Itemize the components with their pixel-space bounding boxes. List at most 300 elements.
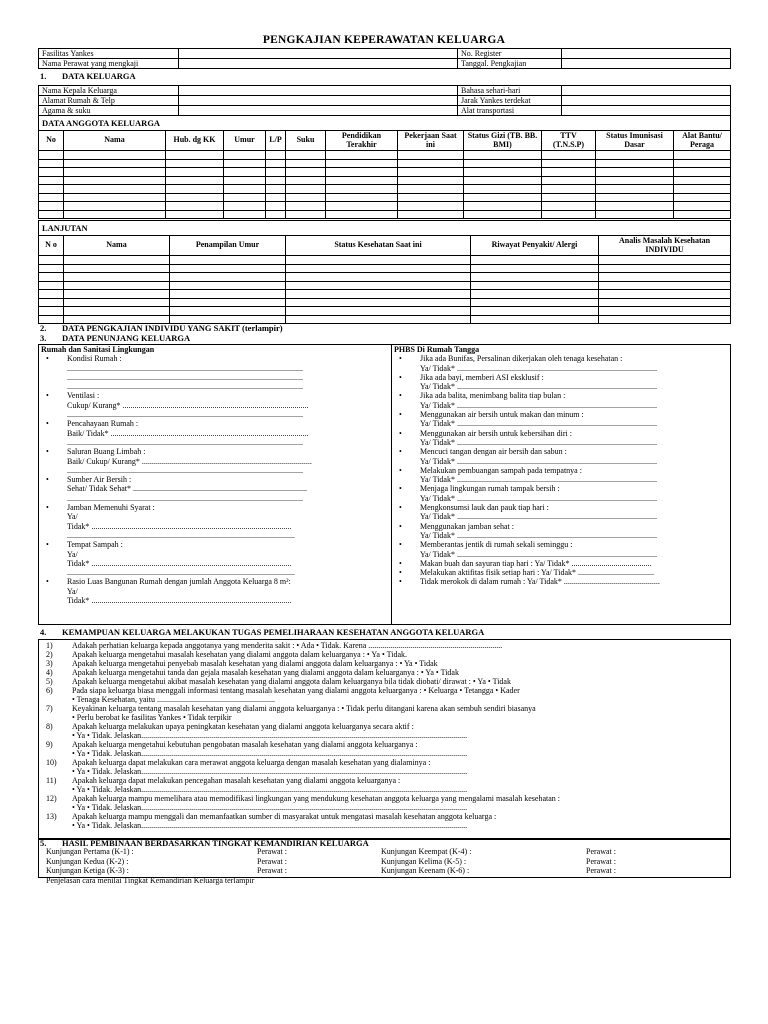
question-text: Apakah keluarga mengetahui akibat masalah kesehatan yang dialami anggota dalam keluarganya bila tidak diobati/ dirawat : • Ya • Tidak [72, 677, 511, 686]
member-cell[interactable] [166, 193, 224, 202]
phbs-line [394, 494, 728, 503]
member-row [39, 151, 731, 160]
question-number: 1) [46, 641, 53, 650]
member-cell[interactable] [166, 159, 224, 168]
member-cell[interactable] [224, 202, 266, 211]
question-number: 2) [46, 650, 53, 659]
member-cell[interactable] [64, 151, 166, 160]
member-cell[interactable] [464, 193, 542, 202]
lanjutan-cell[interactable] [64, 273, 170, 282]
phbs-line [394, 354, 728, 363]
phbs-text: Ya/ Tidak* .................................................................................................... [420, 493, 657, 503]
member-cell[interactable] [542, 193, 596, 202]
phbs-text: Menggunakan air bersih untuk kebersihan diri : [420, 428, 572, 438]
page-title: PENGKAJIAN KEPERAWATAN KELUARGA [262, 34, 506, 46]
lanjutan-cell[interactable] [39, 264, 64, 273]
member-cell[interactable] [326, 202, 398, 211]
lanjutan-cell[interactable] [599, 290, 731, 299]
rumah-text: ...................................................................................................................... [67, 493, 303, 503]
member-row [39, 176, 731, 185]
answer-options[interactable]: • Tenaga Kesehatan, yaitu ........................................................... [72, 695, 275, 704]
question-row [46, 758, 732, 767]
field-value[interactable] [562, 86, 731, 96]
lanjutan-cell[interactable] [471, 307, 599, 316]
member-cell[interactable] [398, 202, 464, 211]
member-cell[interactable] [542, 168, 596, 177]
member-cell[interactable] [166, 151, 224, 160]
member-cell[interactable] [266, 159, 286, 168]
lanjutan-column-header: Penampilan Umur [170, 236, 286, 256]
lanjutan-cell[interactable] [170, 264, 286, 273]
phbs-line [394, 401, 728, 410]
kunjungan-label: Kunjungan Kelima (K-5) : [381, 856, 467, 866]
phbs-text: Mengkonsumsi lauk dan pauk tiap hari : [420, 503, 549, 513]
lanjutan-cell[interactable] [170, 256, 286, 265]
member-cell[interactable] [64, 176, 166, 185]
phbs-text: Menggunakan jamban sehat : [420, 521, 514, 531]
member-cell[interactable] [166, 185, 224, 194]
question-row [46, 677, 732, 686]
member-cell[interactable] [398, 210, 464, 219]
rumah-text: ...................................................................................................................... [67, 465, 303, 475]
field-value[interactable] [562, 49, 731, 59]
member-row [39, 159, 731, 168]
field-value[interactable] [179, 86, 458, 96]
rumah-text: Kondisi Rumah : [67, 354, 122, 364]
member-cell[interactable] [674, 176, 731, 185]
member-cell[interactable] [166, 202, 224, 211]
member-cell[interactable] [326, 185, 398, 194]
member-cell[interactable] [326, 151, 398, 160]
phbs-text: Ya/ Tidak* .................................................................................................... [420, 400, 657, 410]
bullet: • [46, 419, 49, 429]
rumah-text: Rasio Luas Bangunan Rumah dengan jumlah Anggota Keluarga 8 m²: [67, 577, 291, 587]
field-value[interactable] [562, 106, 731, 116]
rumah-text: Cukup/ Kurang* ............................................................................................. [67, 400, 309, 410]
question-text: Apakah keluarga mengetahui masalah kesehatan yang dialami anggota dalam keluarganya : • Ya • Tidak. [72, 650, 407, 659]
lanjutan-cell[interactable] [471, 298, 599, 307]
member-cell[interactable] [266, 185, 286, 194]
footnote: Penjelasan cara menilai Tingkat Kemandirian Keluarga terlampir [46, 876, 255, 885]
lanjutan-cell[interactable] [599, 273, 731, 282]
rumah-text: ...................................................................................................................... [67, 372, 303, 382]
phbs-line [394, 550, 728, 559]
lanjutan-column-header: Analis Masalah Kesehatan INDIVIDU [599, 236, 731, 256]
phbs-text: Ya/ Tidak* .................................................................................................... [420, 363, 657, 373]
rumah-text: Tidak* .................................................................................................... [67, 596, 292, 606]
member-cell[interactable] [326, 210, 398, 219]
rumah-text: Jamban Memenuhi Syarat : [67, 503, 155, 513]
rumah-line [41, 540, 389, 549]
answer-options[interactable]: • Ya • Tidak. Jelaskan................................................................................................................................................................... [72, 803, 468, 812]
lanjutan-row [39, 307, 731, 316]
lanjutan-cell[interactable] [64, 281, 170, 290]
lanjutan-cell[interactable] [39, 290, 64, 299]
field-label: Fasilitas Yankes [39, 49, 179, 59]
phbs-line [394, 391, 728, 400]
lanjutan-cell[interactable] [599, 256, 731, 265]
members-column-header: Status Gizi (TB. BB. BMI) [464, 131, 542, 151]
lanjutan-cell[interactable] [599, 264, 731, 273]
phbs-line [394, 466, 728, 475]
member-cell[interactable] [674, 151, 731, 160]
phbs-text: Melakukan pembuangan sampah pada tempatnya : [420, 465, 582, 475]
rumah-text: Tidak* .................................................................................................... [67, 521, 292, 531]
field-value[interactable] [562, 96, 731, 106]
phbs-text: Ya/ Tidak* .................................................................................................... [420, 456, 657, 466]
lanjutan-cell[interactable] [599, 298, 731, 307]
rumah-line [41, 429, 389, 438]
member-cell[interactable] [224, 159, 266, 168]
lanjutan-cell[interactable] [286, 273, 471, 282]
phbs-text: Menggunakan air bersih untuk makan dan minum : [420, 410, 584, 420]
member-cell[interactable] [39, 168, 64, 177]
rumah-line [41, 577, 389, 586]
question-text: Apakah keluarga mampu memelihara atau memodifikasi lingkungan yang mendukung kesehatan anggota keluarga yang mengalami masalah kesehatan : [72, 794, 560, 803]
lanjutan-cell[interactable] [286, 315, 471, 324]
member-cell[interactable] [286, 176, 326, 185]
phbs-line [394, 373, 728, 382]
member-cell[interactable] [39, 202, 64, 211]
question-row [46, 668, 732, 677]
lanjutan-cell[interactable] [64, 307, 170, 316]
phbs-line [394, 540, 728, 549]
lanjutan-cell[interactable] [599, 281, 731, 290]
lanjutan-row [39, 273, 731, 282]
member-row [39, 210, 731, 219]
phbs-text: Jika ada Bunifas, Persalinan dikerjakan oleh tenaga kesehatan : [420, 354, 623, 364]
rumah-text: ...................................................................................................................... [67, 363, 303, 373]
member-cell[interactable] [166, 168, 224, 177]
phbs-text: Ya/ Tidak* .................................................................................................... [420, 530, 657, 540]
members-column-header: Umur [224, 131, 266, 151]
member-cell[interactable] [542, 176, 596, 185]
rumah-line [41, 447, 389, 456]
lanjutan-cell[interactable] [286, 264, 471, 273]
field-label: Nama Perawat yang mengkaji [39, 59, 179, 69]
field-label: Bahasa sehari-hari [458, 86, 562, 96]
rumah-text: Ya/ [67, 549, 78, 559]
question-row [46, 641, 732, 650]
member-cell[interactable] [464, 159, 542, 168]
family-members-table [38, 115, 731, 219]
lanjutan-cell[interactable] [471, 315, 599, 324]
member-cell[interactable] [166, 210, 224, 219]
lanjutan-cell[interactable] [170, 281, 286, 290]
rumah-text: Saluran Buang Limbah : [67, 447, 146, 457]
member-cell[interactable] [596, 210, 674, 219]
penunjang-divider [391, 344, 392, 624]
phbs-text: Ya/ Tidak* .................................................................................................... [420, 475, 657, 485]
question-number: 11) [46, 776, 57, 785]
member-cell[interactable] [398, 168, 464, 177]
answer-options[interactable]: • Ya • Tidak. Jelaskan................................................................................................................................................................... [72, 749, 468, 758]
question-text: Apakah keluarga mengetahui kebutuhan pengobatan masalah kesehatan yang dialami anggota keluarganya : [72, 740, 418, 749]
member-cell[interactable] [398, 176, 464, 185]
lanjutan-heading: LANJUTAN [39, 221, 731, 236]
member-cell[interactable] [674, 193, 731, 202]
lanjutan-cell[interactable] [170, 290, 286, 299]
perawat-label: Perawat : [586, 866, 616, 875]
member-cell[interactable] [596, 176, 674, 185]
member-cell[interactable] [674, 210, 731, 219]
phbs-line [394, 419, 728, 428]
bullet: • [399, 391, 402, 401]
lanjutan-cell[interactable] [286, 256, 471, 265]
members-column-header: Pekerjaan Saat ini [398, 131, 464, 151]
member-cell[interactable] [674, 185, 731, 194]
field-label: Nama Kepala Keluarga [39, 86, 179, 96]
perawat-label: Perawat : [586, 847, 616, 856]
member-cell[interactable] [224, 168, 266, 177]
question-text: Apakah keluarga mampu menggali dan memanfaatkan sumber di masyarakat untuk mengatasi masalah kesehatan anggota keluarga : [72, 812, 497, 821]
kemampuan-list [46, 641, 732, 830]
lanjutan-row [39, 256, 731, 265]
member-cell[interactable] [674, 159, 731, 168]
member-cell[interactable] [464, 168, 542, 177]
kunjungan-label: Kunjungan Ketiga (K-3) : [46, 866, 129, 875]
member-cell[interactable] [64, 159, 166, 168]
member-cell[interactable] [64, 210, 166, 219]
lanjutan-cell[interactable] [64, 290, 170, 299]
field-value[interactable] [562, 59, 731, 69]
rumah-line [41, 503, 389, 512]
member-cell[interactable] [464, 202, 542, 211]
member-cell[interactable] [224, 185, 266, 194]
answer-options[interactable]: • Ya • Tidak. Jelaskan................................................................................................................................................................... [72, 731, 468, 740]
rumah-text: Sumber Air Bersih : [67, 475, 132, 485]
field-value[interactable] [179, 49, 458, 59]
rumah-line [41, 419, 389, 428]
lanjutan-cell[interactable] [471, 281, 599, 290]
lanjutan-cell[interactable] [39, 273, 64, 282]
member-cell[interactable] [398, 185, 464, 194]
lanjutan-cell[interactable] [39, 307, 64, 316]
question-text: Keyakinan keluarga tentang masalah kesehatan yang dialami anggota keluarganya : • Tidak perlu ditangani karena akan sembuh sendiri biasanya [72, 704, 536, 713]
phbs-text: Menjaga lingkungan rumah tampak bersih : [420, 484, 560, 494]
member-cell[interactable] [542, 159, 596, 168]
lanjutan-cell[interactable] [64, 256, 170, 265]
question-number: 6) [46, 686, 53, 695]
members-column-header: Suku [286, 131, 326, 151]
lanjutan-cell[interactable] [599, 315, 731, 324]
member-cell[interactable] [39, 176, 64, 185]
lanjutan-cell[interactable] [286, 307, 471, 316]
phbs-text: Ya/ Tidak* .................................................................................................... [420, 512, 657, 522]
field-label: Agama & suku [39, 106, 179, 116]
answer-options[interactable]: • Ya • Tidak. Jelaskan................................................................................................................................................................... [72, 785, 468, 794]
member-cell[interactable] [326, 193, 398, 202]
kunjungan-col-right [381, 847, 471, 876]
member-cell[interactable] [286, 185, 326, 194]
section-1-heading [40, 71, 136, 81]
phbs-line [394, 364, 728, 373]
member-cell[interactable] [398, 151, 464, 160]
answer-options[interactable]: • Ya • Tidak. Jelaskan................................................................................................................................................................... [72, 767, 468, 776]
lanjutan-cell[interactable] [471, 256, 599, 265]
member-cell[interactable] [266, 202, 286, 211]
lanjutan-cell[interactable] [64, 298, 170, 307]
section-label: KEMAMPUAN KELUARGA MELAKUKAN TUGAS PEMELIHARAAN KESEHATAN ANGGOTA KELUARGA [62, 627, 485, 637]
field-value[interactable] [179, 96, 458, 106]
member-cell[interactable] [596, 202, 674, 211]
member-cell[interactable] [286, 202, 326, 211]
lanjutan-column-header: Status Kesehatan Saat ini [286, 236, 471, 256]
section-number: 3. [40, 333, 47, 343]
member-cell[interactable] [286, 151, 326, 160]
rumah-line [41, 391, 389, 400]
member-row [39, 168, 731, 177]
member-cell[interactable] [398, 193, 464, 202]
members-heading: DATA ANGGOTA KELUARGA [39, 116, 731, 131]
member-cell[interactable] [39, 185, 64, 194]
member-cell[interactable] [596, 185, 674, 194]
member-cell[interactable] [224, 193, 266, 202]
question-row [46, 722, 732, 731]
member-cell[interactable] [542, 151, 596, 160]
member-cell[interactable] [39, 210, 64, 219]
rumah-text: Ya/ [67, 512, 78, 522]
member-cell[interactable] [39, 159, 64, 168]
member-cell[interactable] [224, 210, 266, 219]
members-column-header: TTV (T.N.S.P) [542, 131, 596, 151]
field-label: Alat transportasi [458, 106, 562, 116]
member-cell[interactable] [39, 151, 64, 160]
rumah-line [41, 484, 389, 493]
rumah-text: Pencahayaan Rumah : [67, 419, 139, 429]
lanjutan-cell[interactable] [471, 273, 599, 282]
member-cell[interactable] [326, 176, 398, 185]
lanjutan-cell[interactable] [286, 290, 471, 299]
member-cell[interactable] [326, 168, 398, 177]
bullet: • [46, 354, 49, 364]
member-cell[interactable] [286, 210, 326, 219]
rumah-line [41, 401, 389, 410]
phbs-text: Jika ada bayi, memberi ASI eksklusif : [420, 372, 544, 382]
question-row [46, 776, 732, 785]
answer-options[interactable]: • Ya • Tidak. Jelaskan................................................................................................................................................................... [72, 821, 468, 830]
rumah-text: Baik/ Tidak* ................................................................................................... [67, 428, 309, 438]
phbs-line [394, 438, 728, 447]
rumah-line [41, 531, 389, 540]
perawat-label: Perawat : [257, 856, 287, 866]
phbs-line [394, 475, 728, 484]
member-cell[interactable] [266, 193, 286, 202]
member-cell[interactable] [596, 151, 674, 160]
question-text: Pada siapa keluarga biasa menggali informasi tentang masalah kesehatan yang dialami anggota keluarganya : • Keluarga • Tetangga • Kader [72, 686, 520, 695]
rumah-text: .................................................................................................................. [67, 530, 295, 540]
kunjungan-label: Kunjungan Keempat (K-4) : [381, 847, 472, 856]
rumah-heading: Rumah dan Sanitasi Lingkungan [41, 345, 155, 354]
field-value[interactable] [179, 59, 458, 69]
field-label: Jarak Yankes terdekat [458, 96, 562, 106]
member-cell[interactable] [64, 168, 166, 177]
section-number: 5. [40, 838, 47, 848]
member-cell[interactable] [286, 159, 326, 168]
lanjutan-cell[interactable] [39, 298, 64, 307]
lanjutan-column-header: Nama [64, 236, 170, 256]
member-cell[interactable] [266, 210, 286, 219]
question-number: 7) [46, 704, 53, 713]
members-column-header: Alat Bantu/ Peraga [674, 131, 731, 151]
lanjutan-cell[interactable] [170, 298, 286, 307]
question-number: 5) [46, 677, 53, 686]
kunjungan-label: Kunjungan Kedua (K-2) : [46, 856, 129, 866]
lanjutan-row [39, 290, 731, 299]
member-cell[interactable] [286, 168, 326, 177]
perawat-label: Perawat : [257, 847, 287, 856]
member-cell[interactable] [398, 159, 464, 168]
member-cell[interactable] [464, 185, 542, 194]
lanjutan-cell[interactable] [39, 281, 64, 290]
member-cell[interactable] [286, 193, 326, 202]
question-number: 12) [46, 794, 57, 803]
member-cell[interactable] [326, 159, 398, 168]
bullet: • [399, 521, 402, 531]
lanjutan-cell[interactable] [286, 281, 471, 290]
lanjutan-cell[interactable] [170, 307, 286, 316]
lanjutan-cell[interactable] [471, 290, 599, 299]
member-cell[interactable] [64, 202, 166, 211]
phbs-line [394, 531, 728, 540]
lanjutan-cell[interactable] [39, 256, 64, 265]
member-cell[interactable] [464, 151, 542, 160]
member-cell[interactable] [64, 185, 166, 194]
field-label: Tanggal. Pengkajian [458, 59, 562, 69]
lanjutan-cell[interactable] [599, 307, 731, 316]
members-column-header: No [39, 131, 64, 151]
member-cell[interactable] [596, 168, 674, 177]
member-cell[interactable] [464, 210, 542, 219]
member-cell[interactable] [39, 193, 64, 202]
bullet: • [399, 540, 402, 550]
member-cell[interactable] [464, 176, 542, 185]
member-cell[interactable] [596, 193, 674, 202]
lanjutan-cell[interactable] [170, 273, 286, 282]
lanjutan-cell[interactable] [471, 264, 599, 273]
lanjutan-cell[interactable] [286, 298, 471, 307]
member-cell[interactable] [224, 176, 266, 185]
member-cell[interactable] [266, 151, 286, 160]
lanjutan-row [39, 298, 731, 307]
member-cell[interactable] [266, 168, 286, 177]
phbs-text: Ya/ Tidak* .................................................................................................... [420, 549, 657, 559]
question-number: 9) [46, 740, 53, 749]
rumah-text: Baik/ Cukup/ Kurang* ..................................................................................... [67, 456, 312, 466]
question-number: 10) [46, 758, 57, 767]
members-column-header: Hub. dg KK [166, 131, 224, 151]
member-cell[interactable] [224, 151, 266, 160]
member-cell[interactable] [542, 185, 596, 194]
section-label: DATA PENUNJANG KELUARGA [62, 333, 191, 343]
phbs-text: Mencuci tangan dengan air bersih dan sabun : [420, 447, 567, 457]
bullet: • [46, 475, 49, 485]
member-cell[interactable] [596, 159, 674, 168]
member-cell[interactable] [674, 202, 731, 211]
section-label: DATA KELUARGA [62, 71, 136, 81]
member-cell[interactable] [266, 176, 286, 185]
member-cell[interactable] [64, 193, 166, 202]
question-number: 8) [46, 722, 53, 731]
member-cell[interactable] [674, 168, 731, 177]
member-cell[interactable] [542, 202, 596, 211]
member-cell[interactable] [542, 210, 596, 219]
phbs-line [394, 503, 728, 512]
answer-options[interactable]: • Perlu berobat ke fasilitas Yankes • Tidak terpikir [72, 713, 232, 722]
lanjutan-cell[interactable] [64, 264, 170, 273]
field-value[interactable] [179, 106, 458, 116]
member-cell[interactable] [166, 176, 224, 185]
